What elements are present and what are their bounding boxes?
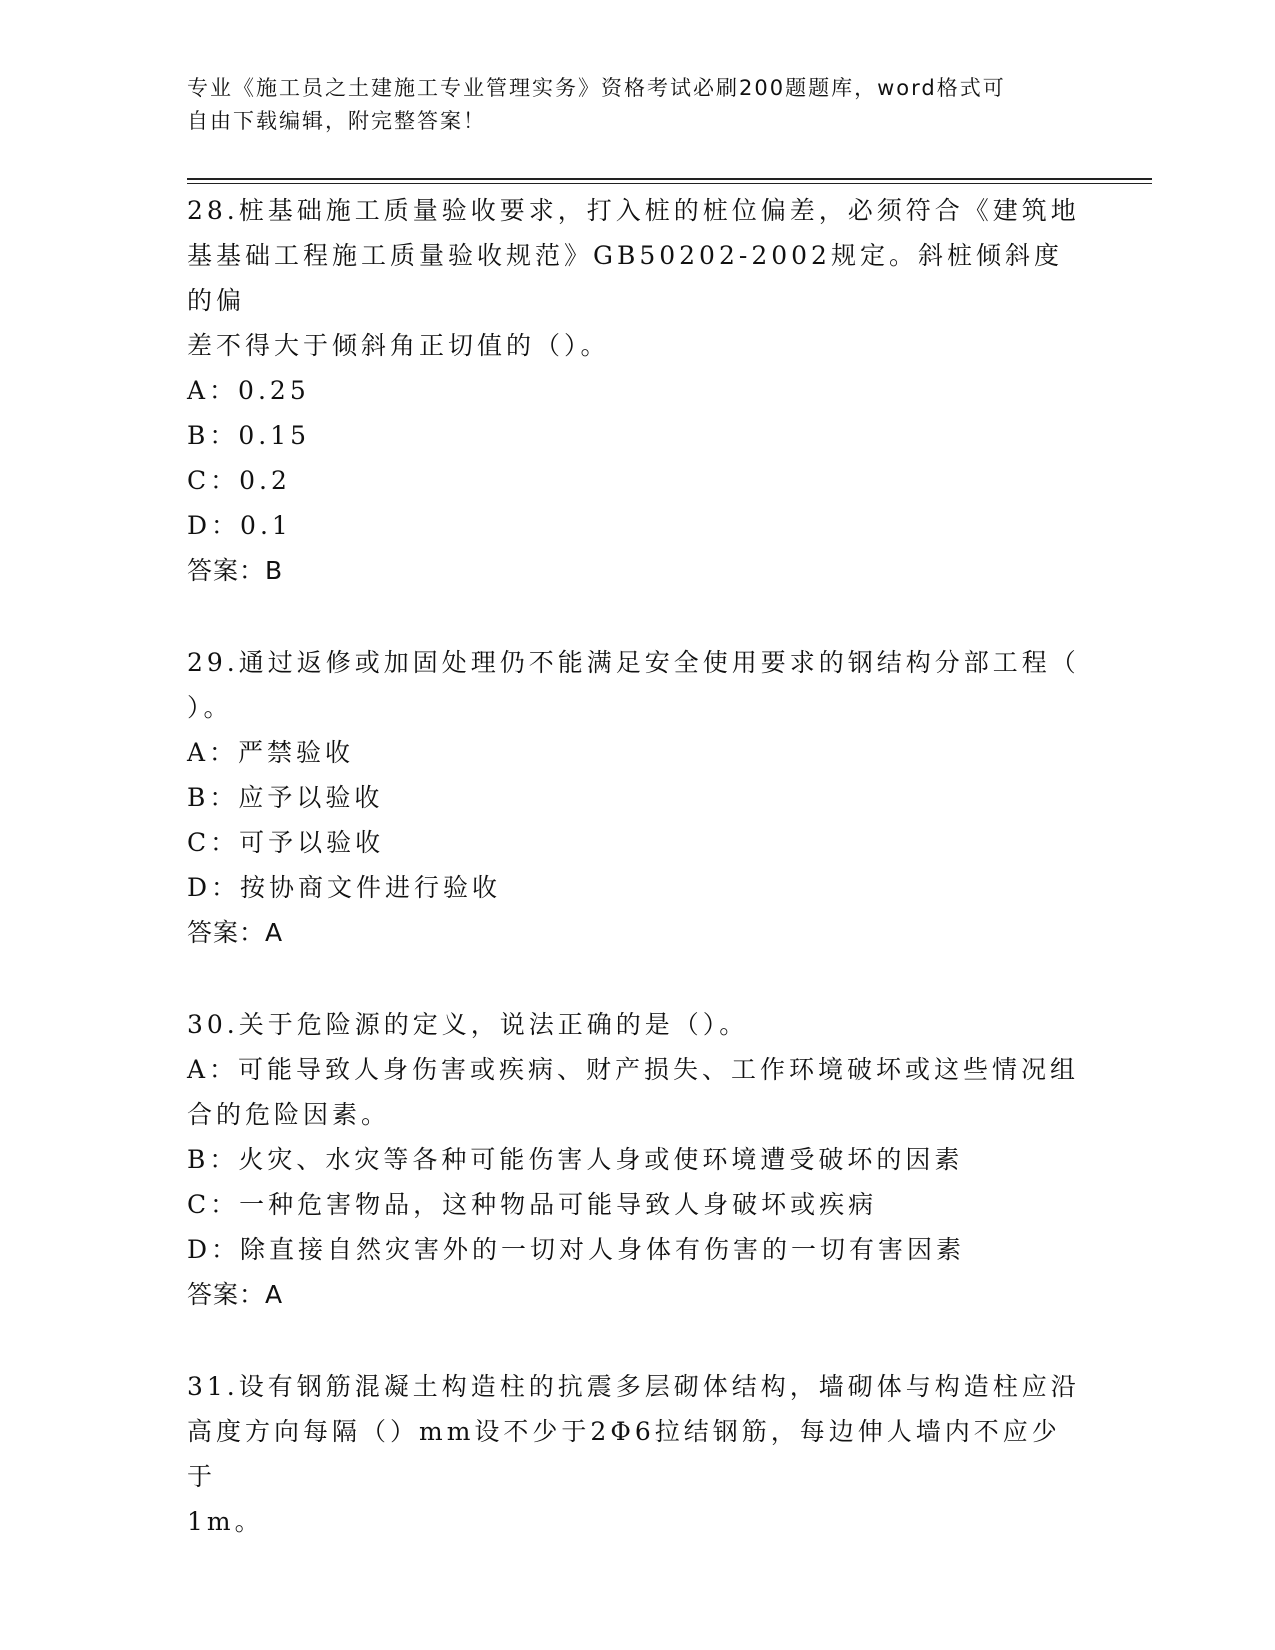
answer-line: 答案：A bbox=[187, 1280, 284, 1309]
option-d: D：按协商文件进行验收 bbox=[187, 873, 502, 902]
question-30 bbox=[187, 1002, 1087, 1317]
question-31 bbox=[187, 1364, 1087, 1544]
option-d: D：除直接自然灾害外的一切对人身体有伤害的一切有害因素 bbox=[187, 1235, 966, 1264]
question-28 bbox=[187, 188, 1087, 593]
option-c: C：一种危害物品，这种物品可能导致人身破坏或疾病 bbox=[187, 1190, 878, 1219]
option-b: B：火灾、水灾等各种可能伤害人身或使环境遭受破坏的因素 bbox=[187, 1145, 964, 1174]
document-header: 专业《施工员之土建施工专业管理实务》资格考试必刷200题题库，word格式可 自由下载编辑，附完整答案！ bbox=[187, 76, 1006, 133]
question-stem: 29.通过返修或加固处理仍不能满足安全使用要求的钢结构分部工程（ ）。 bbox=[187, 648, 1080, 722]
option-c: C：可予以验收 bbox=[187, 828, 385, 857]
answer-line: 答案：B bbox=[187, 556, 284, 585]
option-c: C：0.2 bbox=[187, 466, 291, 495]
option-b: B：0.15 bbox=[187, 421, 311, 450]
option-b: B：应予以验收 bbox=[187, 783, 384, 812]
header-rule-thick bbox=[187, 178, 1152, 180]
question-29 bbox=[187, 640, 1087, 955]
option-d: D：0.1 bbox=[187, 511, 292, 540]
question-stem: 31.设有钢筋混凝土构造柱的抗震多层砌体结构，墙砌体与构造柱应沿 高度方向每隔（）mm设不少于2Φ6拉结钢筋，每边伸人墙内不应少于 1m。 bbox=[187, 1372, 1080, 1536]
option-a: A：严禁验收 bbox=[187, 738, 355, 767]
question-stem: 30.关于危险源的定义，说法正确的是（）。 bbox=[187, 1010, 749, 1039]
answer-line: 答案：A bbox=[187, 918, 284, 947]
question-list bbox=[187, 188, 1087, 1591]
header-rule-thin bbox=[187, 183, 1152, 184]
question-stem: 28.桩基础施工质量验收要求，打入桩的桩位偏差，必须符合《建筑地 基基础工程施工质量验收规范》GB50202-2002规定。斜桩倾斜度的偏 差不得大于倾斜角正切值的（）。 bbox=[187, 196, 1080, 360]
option-a: A：可能导致人身伤害或疾病、财产损失、工作环境破坏或这些情况组 合的危险因素。 bbox=[187, 1055, 1080, 1129]
option-a: A：0.25 bbox=[187, 376, 310, 405]
